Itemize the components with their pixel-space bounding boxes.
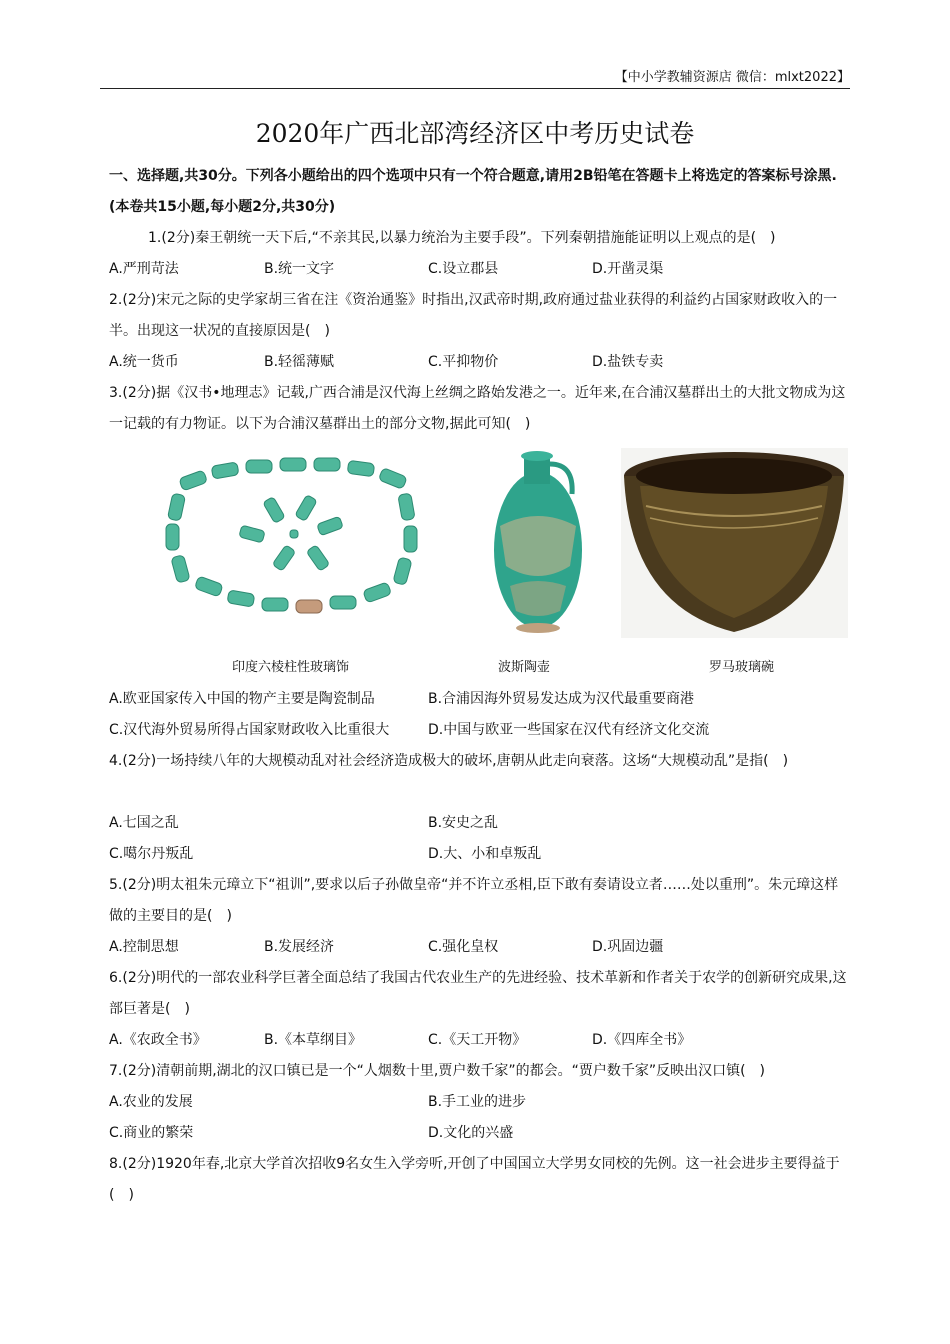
option-d: D.中国与欧亚一些国家在汉代有经济文化交流 [428, 722, 710, 738]
question-3-options-row1 [109, 684, 851, 715]
artifact-figure [160, 446, 850, 684]
question-4-options-row1 [109, 808, 851, 839]
option-b: B.合浦因海外贸易发达成为汉代最重要商港 [428, 691, 695, 707]
option-a: A.严刑苛法 [109, 261, 179, 277]
option-d: D.开凿灵渠 [592, 261, 664, 277]
question-6-options [109, 1025, 851, 1056]
caption-persian-jar: 波斯陶壶 [498, 660, 551, 675]
question-7-options-row1 [109, 1087, 851, 1118]
header-rule [100, 88, 850, 89]
option-c: C.《天工开物》 [428, 1032, 527, 1048]
option-b: B.《本草纲目》 [264, 1032, 363, 1048]
question-5-stem: 5.(2分)明太祖朱元璋立下“祖训”,要求以后子孙做皇帝“并不许立丞相,臣下敢有奏请设立者……处以重刑”。朱元璋这样做的主要目的是( ) [109, 877, 839, 924]
caption-roman-bowl: 罗马玻璃碗 [709, 660, 775, 675]
question-5-options [109, 932, 851, 963]
question-2-options [109, 347, 851, 378]
option-d: D.《四库全书》 [592, 1032, 692, 1048]
option-d: D.盐铁专卖 [592, 354, 664, 370]
option-b: B.发展经济 [264, 939, 335, 955]
artifact-images [160, 446, 850, 684]
option-a: A.农业的发展 [109, 1094, 193, 1110]
question-1-options [109, 254, 851, 285]
option-a: A.统一货币 [109, 354, 179, 370]
page-title: 2020年广西北部湾经济区中考历史试卷 [255, 119, 695, 148]
option-c: C.汉代海外贸易所得占国家财政收入比重很大 [109, 722, 390, 738]
question-4-options-row2 [109, 839, 851, 870]
option-b: B.轻徭薄赋 [264, 354, 335, 370]
caption-glass-beads: 印度六棱柱性玻璃饰 [232, 660, 350, 675]
option-b: B.安史之乱 [428, 815, 499, 831]
question-4-stem: 4.(2分)一场持续八年的大规模动乱对社会经济造成极大的破坏,唐朝从此走向衰落。这场“大规模动乱”是指( ) [109, 753, 789, 769]
option-c: C.设立郡县 [428, 261, 499, 277]
glass-bead-ring-image [166, 458, 417, 613]
option-d: D.巩固边疆 [592, 939, 664, 955]
option-c: C.强化皇权 [428, 939, 499, 955]
option-b: B.手工业的进步 [428, 1094, 527, 1110]
question-2-stem: 2.(2分)宋元之际的史学家胡三省在注《资治通鉴》时指出,汉武帝时期,政府通过盐业获得的利益约占国家财政收入的一半。出现这一状况的直接原因是( ) [109, 292, 838, 339]
option-c: C.噶尔丹叛乱 [109, 846, 194, 862]
question-1-stem: 1.(2分)秦王朝统一天下后,“不亲其民,以暴力统治为主要手段”。下列秦朝措施能证明以上观点的是( ) [148, 230, 776, 246]
section-heading: 一、选择题,共30分。下列各小题给出的四个选项中只有一个符合题意,请用2B铅笔在答题卡上将选定的答案标号涂黑.(本卷共15小题,每小题2分,共30分) [109, 168, 837, 215]
question-6-stem: 6.(2分)明代的一部农业科学巨著全面总结了我国古代农业生产的先进经验、技术革新和作者关于农学的创新研究成果,这部巨著是( ) [109, 970, 847, 1017]
question-7-stem: 7.(2分)清朝前期,湖北的汉口镇已是一个“人烟数十里,贾户数千家”的都会。“贾户数千家”反映出汉口镇( ) [109, 1063, 766, 1079]
question-3-options-row2 [109, 715, 851, 746]
question-8-stem: 8.(2分)1920年春,北京大学首次招收9名女生入学旁听,开创了中国国立大学男女同校的先例。这一社会进步主要得益于( ) [109, 1156, 840, 1203]
roman-glass-bowl-image [621, 448, 848, 638]
header-note: 【中小学教辅资源店 微信：mlxt2022】 [614, 70, 850, 85]
option-c: C.平抑物价 [428, 354, 499, 370]
persian-jar-image [494, 451, 582, 633]
option-a: A.欧亚国家传入中国的物产主要是陶瓷制品 [109, 691, 375, 707]
question-7-options-row2 [109, 1118, 851, 1149]
option-d: D.文化的兴盛 [428, 1125, 514, 1141]
option-a: A.七国之乱 [109, 815, 179, 831]
question-3-stem: 3.(2分)据《汉书•地理志》记载,广西合浦是汉代海上丝绸之路始发港之一。近年来,在合浦汉墓群出土的大批文物成为这一记载的有力物证。以下为合浦汉墓群出土的部分文物,据此可知( ) [109, 385, 846, 432]
option-a: A.控制思想 [109, 939, 179, 955]
option-a: A.《农政全书》 [109, 1032, 207, 1048]
option-d: D.大、小和卓叛乱 [428, 846, 542, 862]
option-b: B.统一文字 [264, 261, 335, 277]
option-c: C.商业的繁荣 [109, 1125, 194, 1141]
